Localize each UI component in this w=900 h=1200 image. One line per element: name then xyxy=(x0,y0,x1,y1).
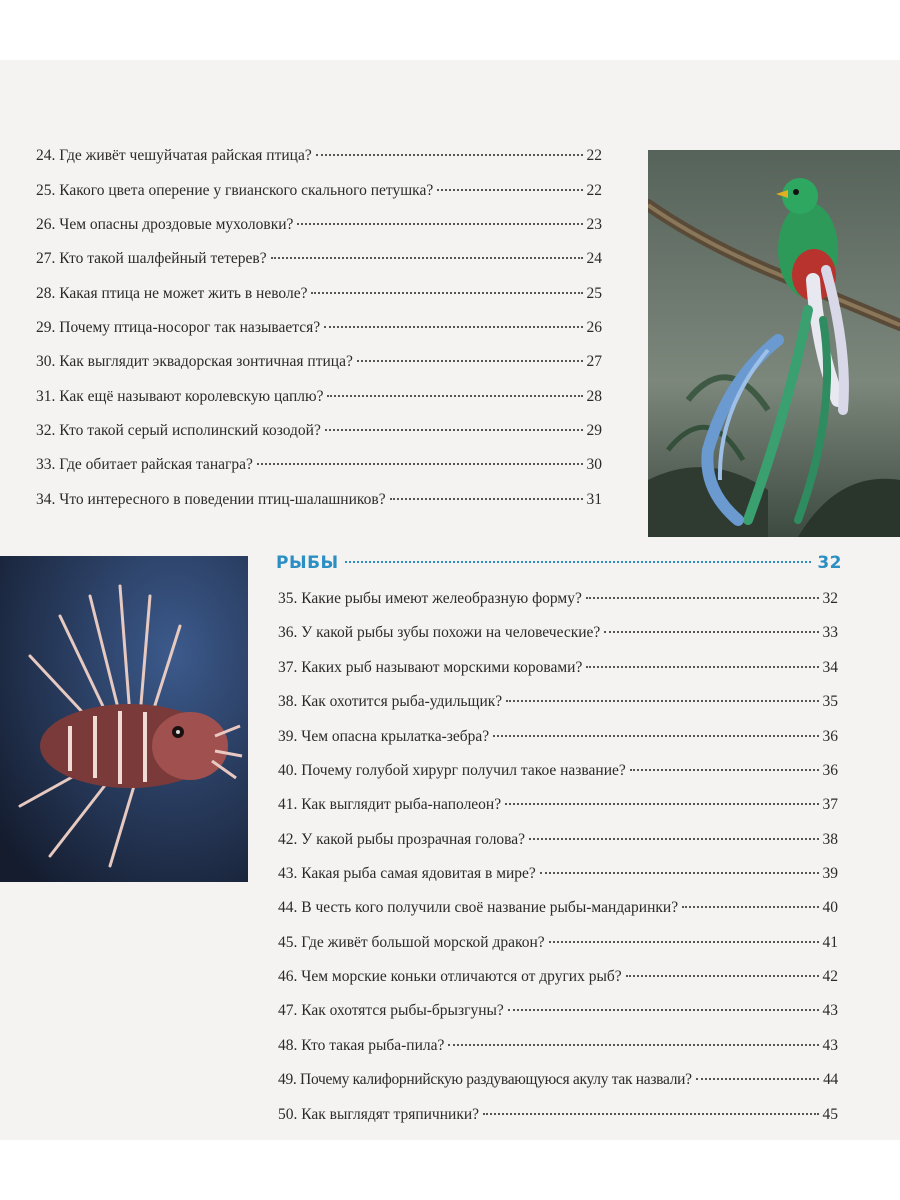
toc-question: 27. Кто такой шалфейный тетерев? xyxy=(36,250,267,267)
toc-question: 41. Как выглядит рыба-наполеон? xyxy=(278,796,502,813)
toc-page-number: 30 xyxy=(586,456,602,473)
toc-entry-50[interactable] xyxy=(278,1105,838,1127)
toc-question: 31. Как ещё называют королевскую цаплю? xyxy=(36,388,324,405)
toc-entry-31[interactable] xyxy=(36,387,602,409)
toc-entry-40[interactable] xyxy=(278,761,838,783)
toc-entry-39[interactable] xyxy=(278,727,838,749)
toc-entry-41[interactable] xyxy=(278,795,838,817)
toc-question: 24. Где живёт чешуйчатая райская птица? xyxy=(36,147,312,164)
dot-leader xyxy=(324,326,582,328)
toc-page-number: 43 xyxy=(822,1002,838,1019)
toc-entry-24[interactable] xyxy=(36,146,602,168)
toc-question: 26. Чем опасны дроздовые мухоловки? xyxy=(36,216,294,233)
toc-page-number: 26 xyxy=(586,319,602,336)
toc-question: 28. Какая птица не может жить в неволе? xyxy=(36,285,308,302)
toc-question: 43. Какая рыба самая ядовитая в мире? xyxy=(278,865,536,882)
dot-leader xyxy=(626,975,819,977)
toc-question: 42. У какой рыбы прозрачная голова? xyxy=(278,831,526,848)
toc-question: 49. Почему калифорнийскую раздувающуюся акулу так назвали? xyxy=(278,1071,692,1088)
toc-question: 30. Как выглядит эквадорская зонтичная птица? xyxy=(36,353,353,370)
dot-leader xyxy=(311,292,582,294)
toc-question: 46. Чем морские коньки отличаются от других рыб? xyxy=(278,968,622,985)
toc-entry-30[interactable] xyxy=(36,352,602,374)
dot-leader xyxy=(529,838,818,840)
toc-page-number: 33 xyxy=(822,624,838,641)
toc-entry-35[interactable] xyxy=(278,589,838,611)
toc-entry-42[interactable] xyxy=(278,830,838,852)
toc-page-number: 43 xyxy=(822,1037,838,1054)
toc-question: 45. Где живёт большой морской дракон? xyxy=(278,934,545,951)
toc-question: 38. Как охотится рыба-удильщик? xyxy=(278,693,503,710)
dot-leader xyxy=(437,189,582,191)
fish-section-header[interactable] xyxy=(276,553,842,573)
dot-leader xyxy=(540,872,819,874)
section-page-number: 32 xyxy=(817,553,842,573)
toc-question: 48. Кто такая рыба-пила? xyxy=(278,1037,445,1054)
toc-entry-37[interactable] xyxy=(278,658,838,680)
dot-leader xyxy=(604,631,818,633)
toc-page-number: 32 xyxy=(822,590,838,607)
toc-page-number: 29 xyxy=(586,422,602,439)
toc-question: 29. Почему птица-носорог так называется? xyxy=(36,319,321,336)
toc-entry-44[interactable] xyxy=(278,898,838,920)
toc-page-number: 35 xyxy=(822,693,838,710)
toc-page-number: 31 xyxy=(586,491,602,508)
section-dot-leader xyxy=(345,561,812,563)
dot-leader xyxy=(271,257,583,259)
toc-question: 44. В честь кого получили своё название рыбы-мандаринки? xyxy=(278,899,679,916)
toc-page-number: 22 xyxy=(586,182,602,199)
toc-entry-43[interactable] xyxy=(278,864,838,886)
toc-page-number: 36 xyxy=(822,728,838,745)
dot-leader xyxy=(696,1078,819,1080)
toc-question: 32. Кто такой серый исполинский козодой? xyxy=(36,422,321,439)
dot-leader xyxy=(483,1113,818,1115)
toc-page-number: 44 xyxy=(823,1071,838,1088)
toc-page-number: 22 xyxy=(586,147,602,164)
section-title: РЫБЫ xyxy=(276,553,339,573)
dot-leader xyxy=(325,429,583,431)
dot-leader xyxy=(630,769,819,771)
toc-entry-28[interactable] xyxy=(36,284,602,306)
dot-leader xyxy=(505,803,818,805)
toc-entry-36[interactable] xyxy=(278,623,838,645)
dot-leader xyxy=(257,463,583,465)
toc-entry-27[interactable] xyxy=(36,249,602,271)
lionfish-icon xyxy=(0,556,248,882)
toc-question: 39. Чем опасна крылатка-зебра? xyxy=(278,728,490,745)
toc-page-number: 40 xyxy=(822,899,838,916)
toc-page-number: 42 xyxy=(822,968,838,985)
toc-question: 25. Какого цвета оперение у гвианского скального петушка? xyxy=(36,182,434,199)
toc-entry-25[interactable] xyxy=(36,181,602,203)
toc-question: 50. Как выглядят тряпичники? xyxy=(278,1106,480,1123)
toc-page-number: 24 xyxy=(586,250,602,267)
dot-leader xyxy=(586,666,818,668)
dot-leader xyxy=(390,498,583,500)
toc-question: 40. Почему голубой хирург получил такое название? xyxy=(278,762,626,779)
toc-question: 34. Что интересного в поведении птиц-шалашников? xyxy=(36,491,386,508)
toc-page-number: 27 xyxy=(586,353,602,370)
toc-page-number: 28 xyxy=(586,388,602,405)
dot-leader xyxy=(316,154,583,156)
dot-leader xyxy=(357,360,583,362)
dot-leader xyxy=(448,1044,818,1046)
quetzal-bird-icon xyxy=(648,150,900,537)
toc-entry-34[interactable] xyxy=(36,490,602,512)
quetzal-illustration xyxy=(648,150,900,537)
dot-leader xyxy=(682,906,818,908)
toc-page-number: 37 xyxy=(822,796,838,813)
toc-page-number: 41 xyxy=(822,934,838,951)
dot-leader xyxy=(586,597,819,599)
lionfish-illustration xyxy=(0,556,248,882)
toc-entry-45[interactable] xyxy=(278,933,838,955)
toc-page-number: 34 xyxy=(822,659,838,676)
toc-page-number: 23 xyxy=(586,216,602,233)
toc-entry-47[interactable] xyxy=(278,1001,838,1023)
toc-entry-26[interactable] xyxy=(36,215,602,237)
dot-leader xyxy=(506,700,818,702)
toc-question: 36. У какой рыбы зубы похожи на человеческие? xyxy=(278,624,601,641)
toc-page-number: 36 xyxy=(822,762,838,779)
toc-question: 47. Как охотятся рыбы-брызгуны? xyxy=(278,1002,504,1019)
toc-page-number: 38 xyxy=(822,831,838,848)
toc-entry-46[interactable] xyxy=(278,967,838,989)
toc-page-number: 39 xyxy=(822,865,838,882)
toc-entry-33[interactable] xyxy=(36,455,602,477)
dot-leader xyxy=(508,1009,819,1011)
toc-entry-32[interactable] xyxy=(36,421,602,443)
toc-question: 35. Какие рыбы имеют желеобразную форму? xyxy=(278,590,582,607)
toc-question: 37. Каких рыб называют морскими коровами? xyxy=(278,659,583,676)
contents-page xyxy=(0,60,900,1140)
toc-question: 33. Где обитает райская танагра? xyxy=(36,456,253,473)
toc-entry-38[interactable] xyxy=(278,692,838,714)
toc-page-number: 25 xyxy=(586,285,602,302)
dot-leader xyxy=(327,395,582,397)
toc-entry-49[interactable] xyxy=(278,1070,838,1092)
dot-leader xyxy=(297,223,582,225)
dot-leader xyxy=(549,941,819,943)
toc-entry-48[interactable] xyxy=(278,1036,838,1058)
toc-entry-29[interactable] xyxy=(36,318,602,340)
dot-leader xyxy=(493,735,818,737)
toc-page-number: 45 xyxy=(822,1106,838,1123)
